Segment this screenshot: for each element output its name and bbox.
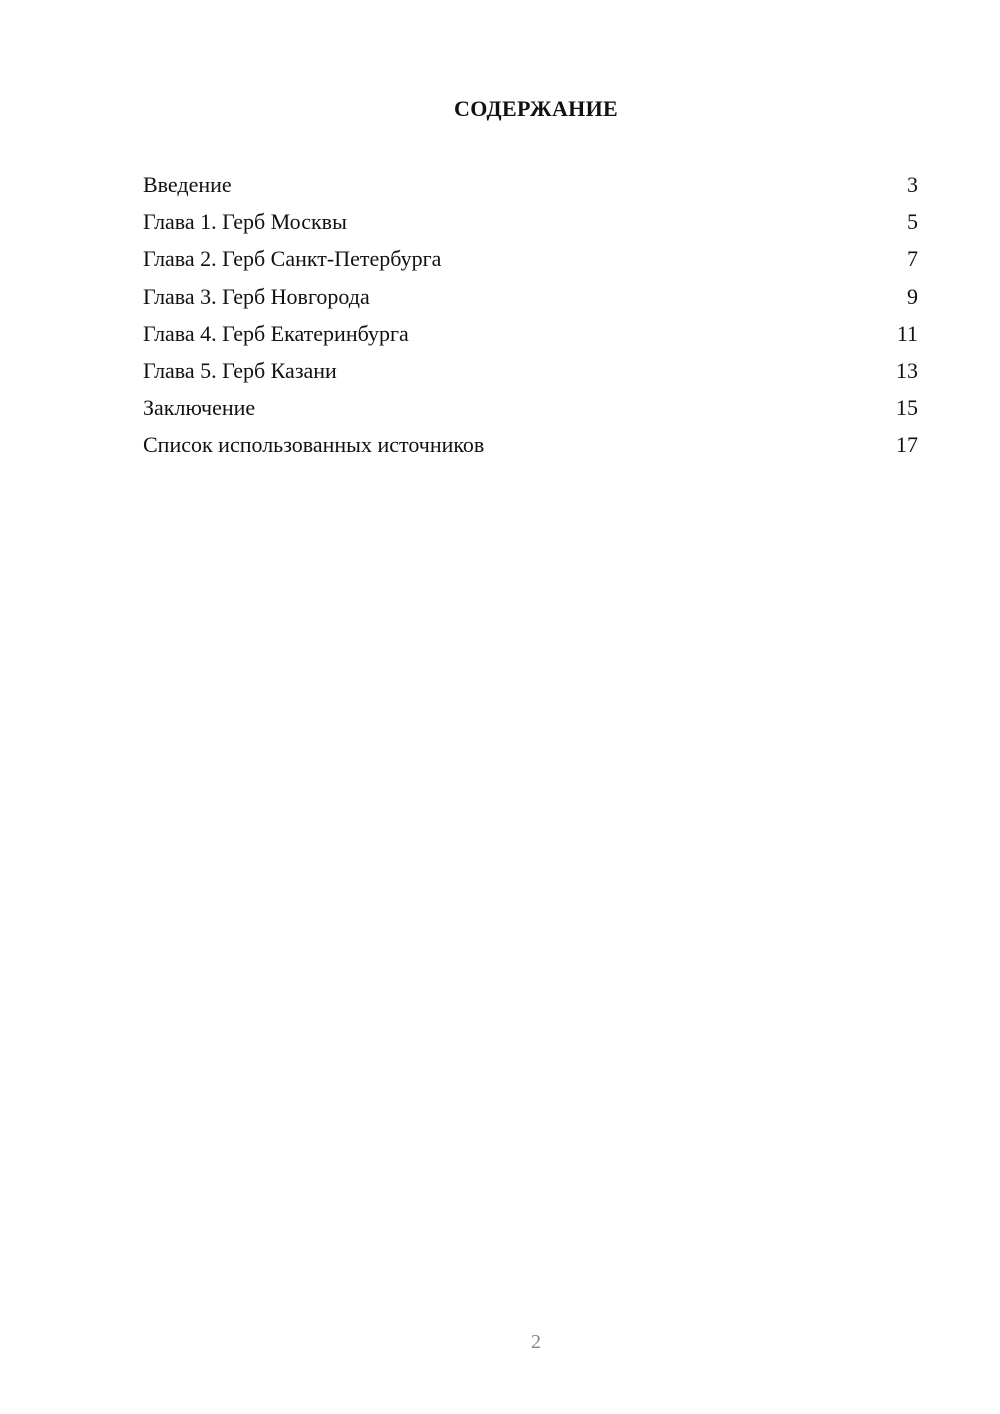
toc-entry-label: Введение	[143, 172, 232, 197]
toc-entry-chapter-2[interactable]	[143, 242, 918, 279]
toc-entry-page: 17	[896, 432, 918, 458]
toc-entry-introduction[interactable]	[143, 168, 918, 205]
toc-entry-conclusion[interactable]	[143, 391, 918, 428]
toc-entry-chapter-5[interactable]	[143, 354, 918, 391]
page-number: 2	[531, 1331, 541, 1353]
toc-entry-references[interactable]	[143, 428, 918, 465]
toc-entry-page: 11	[896, 320, 918, 346]
page-title: СОДЕРЖАНИЕ	[454, 96, 618, 121]
toc-entry-label: Глава 4. Герб Екатеринбурга	[143, 320, 409, 346]
toc-entry-label: Заключение	[143, 395, 256, 421]
toc-entry-page: 3	[907, 172, 918, 197]
toc-entry-label: Глава 5. Герб Казани	[143, 357, 337, 383]
toc-entry-label: Список использованных источников	[143, 432, 485, 458]
toc-entry-page: 7	[907, 246, 918, 272]
toc-entry-page: 13	[896, 357, 918, 383]
toc-entry-chapter-4[interactable]	[143, 317, 918, 354]
table-of-contents	[143, 168, 918, 466]
toc-entry-page: 5	[907, 209, 918, 235]
toc-entry-chapter-3[interactable]	[143, 280, 918, 317]
toc-entry-page: 9	[907, 283, 918, 309]
toc-entry-label: Глава 1. Герб Москвы	[143, 209, 347, 235]
toc-entry-label: Глава 3. Герб Новгорода	[143, 283, 370, 309]
toc-entry-chapter-1[interactable]	[143, 205, 918, 242]
toc-entry-page: 15	[896, 395, 918, 421]
toc-entry-label: Глава 2. Герб Санкт-Петербурга	[143, 246, 442, 272]
